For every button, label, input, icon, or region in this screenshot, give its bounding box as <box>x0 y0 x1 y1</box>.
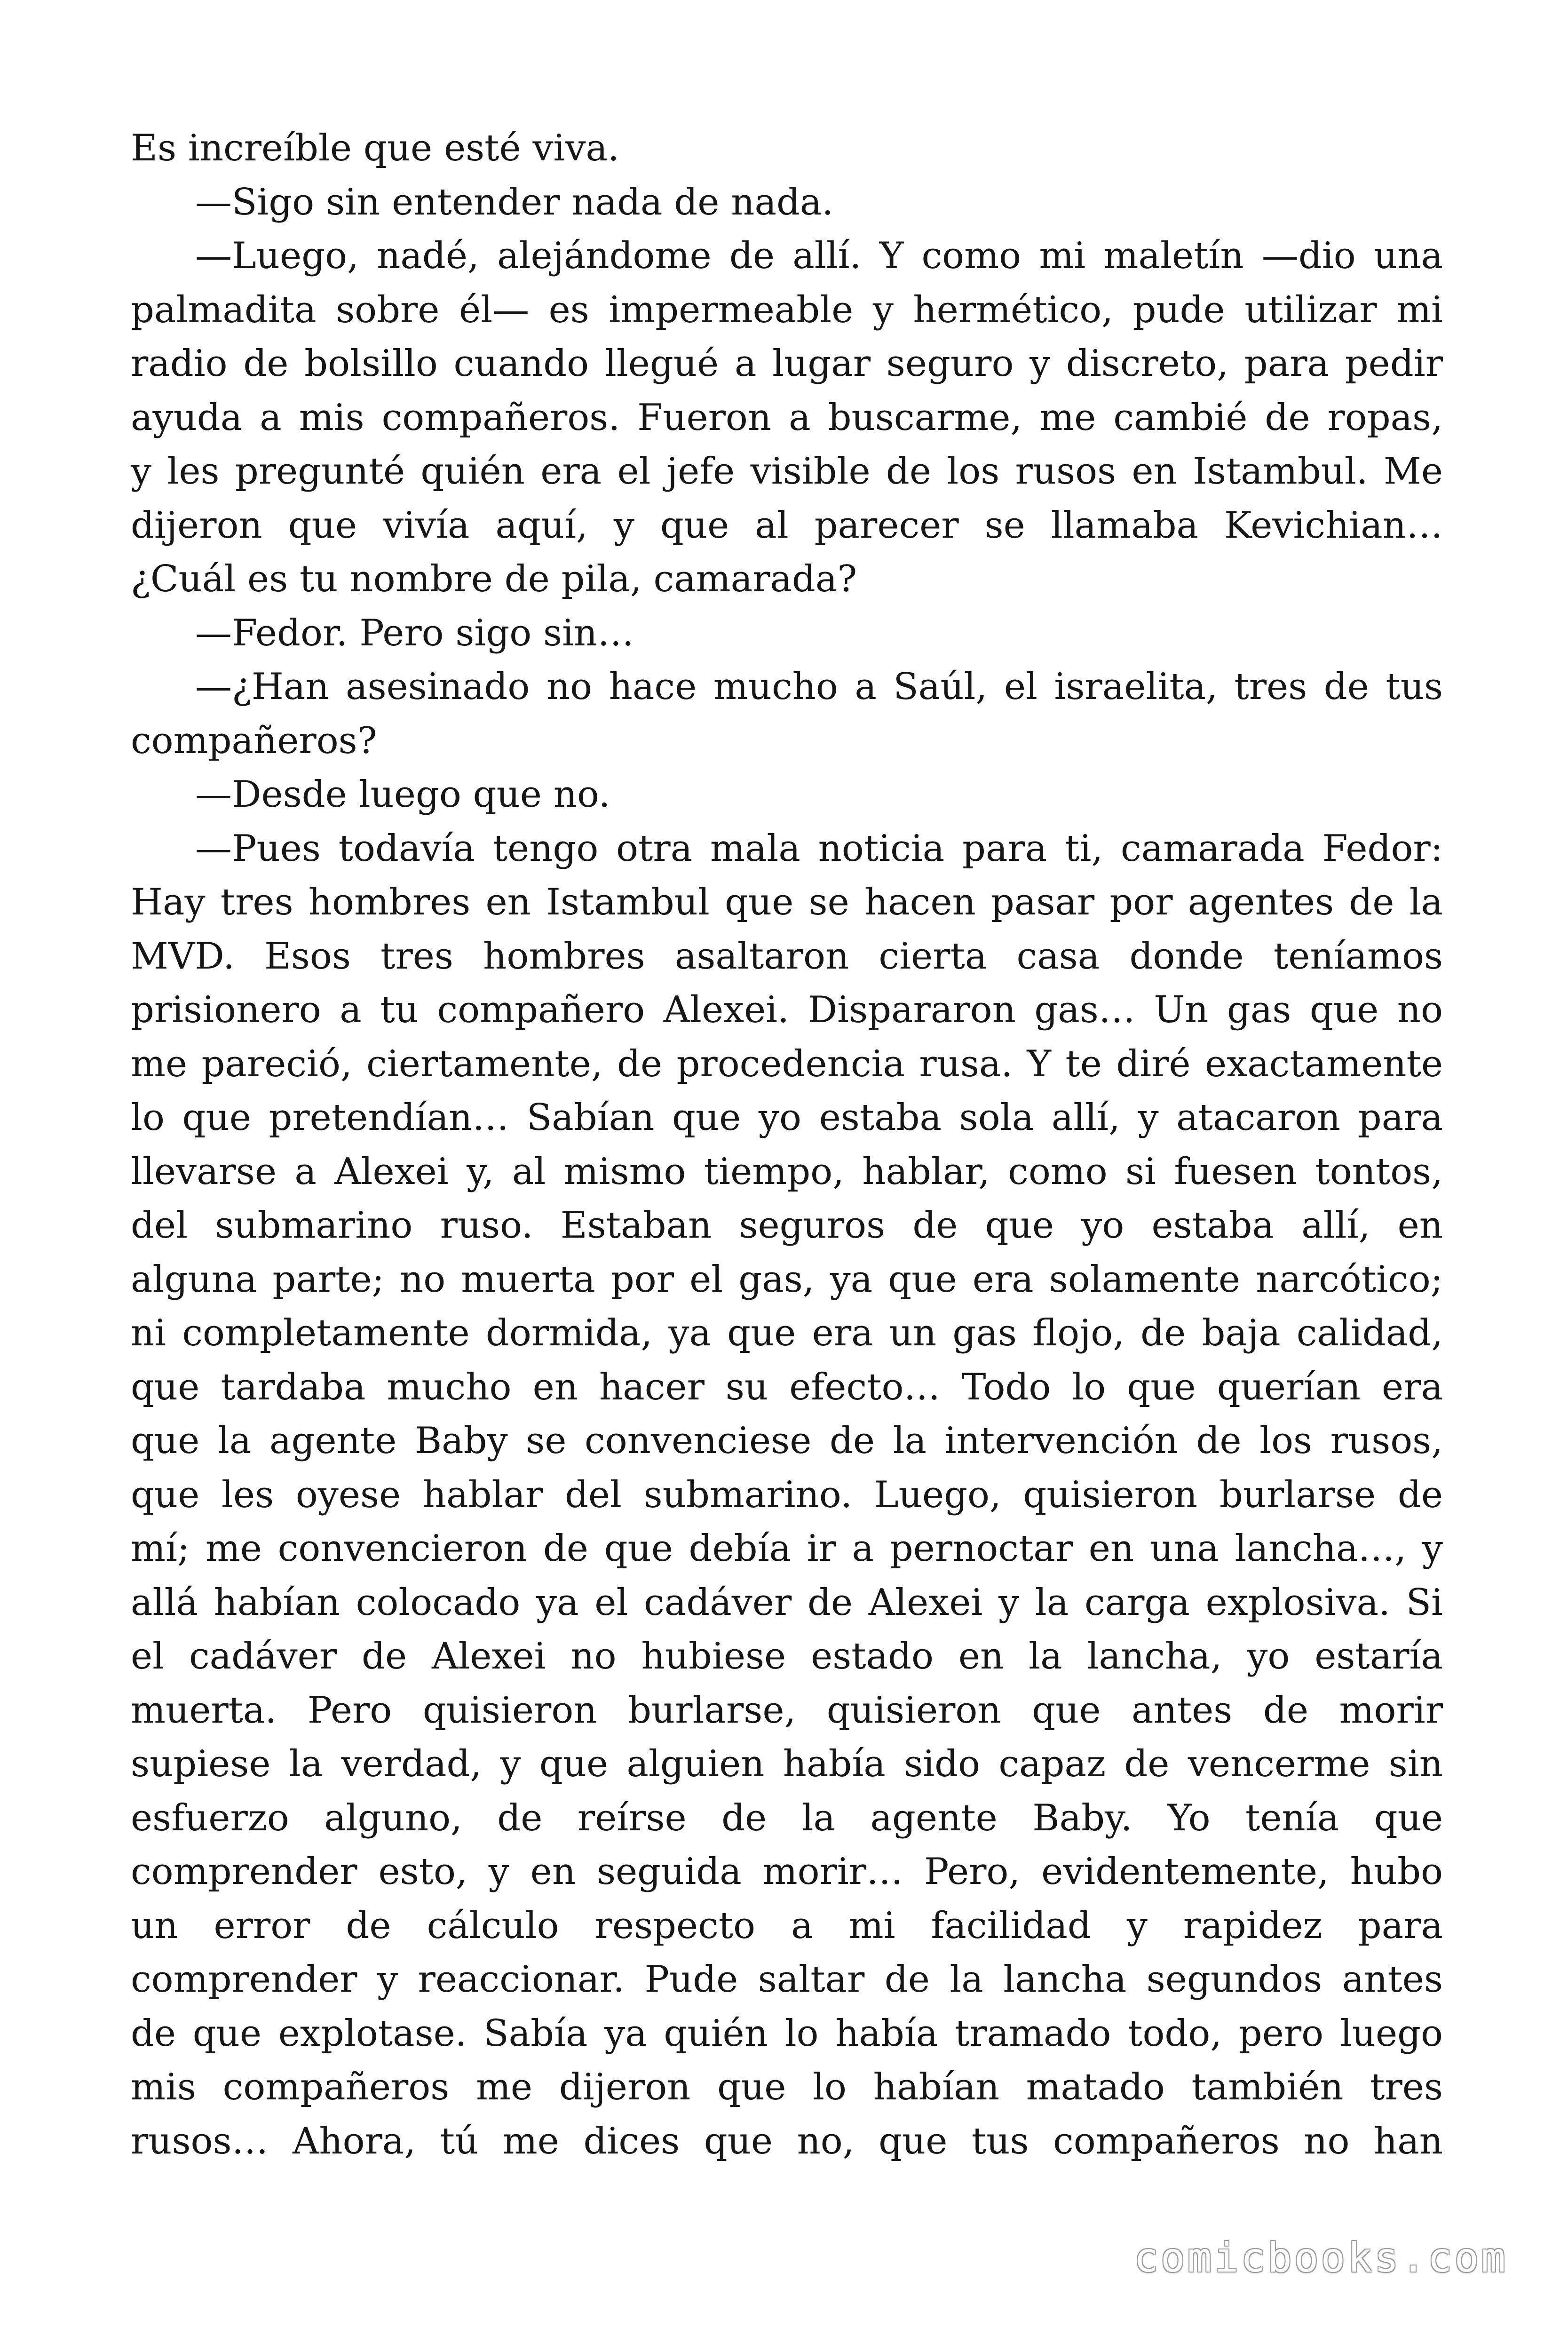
text-line: —Pues todavía tengo otra mala noticia para ti, camarada Fedor: <box>195 827 1443 870</box>
watermark-logo: comicbooks.com <box>1134 2234 1508 2281</box>
text-line: Es increíble que esté viva. <box>131 127 619 169</box>
text-line: —¿Han asesinado no hace mucho a Saúl, el israelita, tres de tus <box>195 666 1443 708</box>
text-line: me pareció, ciertamente, de procedencia rusa. Y te diré exactamente <box>131 1042 1443 1085</box>
text-line: ayuda a mis compañeros. Fueron a buscarme, me cambié de ropas, <box>131 396 1443 439</box>
text-line: compañeros? <box>131 719 377 762</box>
text-line: de que explotase. Sabía ya quién lo había tramado todo, pero luego <box>131 2012 1443 2055</box>
text-line: mí; me convencieron de que debía ir a pernoctar en una lancha…, y <box>131 1527 1443 1570</box>
text-line: que tardaba mucho en hacer su efecto… Todo lo que querían era <box>131 1366 1443 1408</box>
text-line: el cadáver de Alexei no hubiese estado en la lancha, yo estaría <box>131 1635 1443 1677</box>
text-line: MVD. Esos tres hombres asaltaron cierta casa donde teníamos <box>131 935 1443 977</box>
body-text <box>131 121 1443 2168</box>
text-line: —Luego, nadé, alejándome de allí. Y como mi maletín —dio una <box>195 235 1443 277</box>
text-line: que la agente Baby se convenciese de la intervención de los rusos, <box>131 1420 1443 1462</box>
text-line: palmadita sobre él— es impermeable y hermético, pude utilizar mi <box>131 288 1443 331</box>
text-line: que les oyese hablar del submarino. Luego, quisieron burlarse de <box>131 1473 1443 1516</box>
text-line: dijeron que vivía aquí, y que al parecer se llamaba Kevichian… <box>131 504 1443 547</box>
text-line: mis compañeros me dijeron que lo habían matado también tres <box>131 2066 1443 2108</box>
text-line: esfuerzo alguno, de reírse de la agente Baby. Yo tenía que <box>131 1796 1443 1839</box>
text-line: —Fedor. Pero sigo sin… <box>195 612 634 654</box>
text-line: prisionero a tu compañero Alexei. Dispararon gas… Un gas que no <box>131 989 1443 1031</box>
text-line: alguna parte; no muerta por el gas, ya que era solamente narcótico; <box>131 1258 1443 1301</box>
text-line: allá habían colocado ya el cadáver de Alexei y la carga explosiva. Si <box>131 1581 1443 1624</box>
text-line: Hay tres hombres en Istambul que se hacen pasar por agentes de la <box>131 881 1443 923</box>
text-line: supiese la verdad, y que alguien había sido capaz de vencerme sin <box>131 1743 1443 1785</box>
text-line: —Desde luego que no. <box>195 773 610 816</box>
text-line: —Sigo sin entender nada de nada. <box>195 181 834 223</box>
text-line: comprender y reaccionar. Pude saltar de la lancha segundos antes <box>131 1958 1443 2001</box>
text-line: ¿Cuál es tu nombre de pila, camarada? <box>131 558 857 600</box>
text-line: rusos… Ahora, tú me dices que no, que tus compañeros no han <box>131 2120 1443 2162</box>
text-line: del submarino ruso. Estaban seguros de que yo estaba allí, en <box>131 1204 1443 1247</box>
text-line: radio de bolsillo cuando llegué a lugar seguro y discreto, para pedir <box>131 342 1443 385</box>
text-line: muerta. Pero quisieron burlarse, quisieron que antes de morir <box>131 1689 1443 1732</box>
text-line: ni completamente dormida, ya que era un gas flojo, de baja calidad, <box>131 1312 1443 1354</box>
text-line: comprender esto, y en seguida morir… Pero, evidentemente, hubo <box>131 1851 1443 1893</box>
text-line: llevarse a Alexei y, al mismo tiempo, hablar, como si fuesen tontos, <box>131 1150 1443 1193</box>
text-line: y les pregunté quién era el jefe visible de los rusos en Istambul. Me <box>131 450 1443 493</box>
text-line: un error de cálculo respecto a mi facilidad y rapidez para <box>131 1904 1443 1947</box>
text-line: lo que pretendían… Sabían que yo estaba sola allí, y atacaron para <box>131 1097 1443 1139</box>
